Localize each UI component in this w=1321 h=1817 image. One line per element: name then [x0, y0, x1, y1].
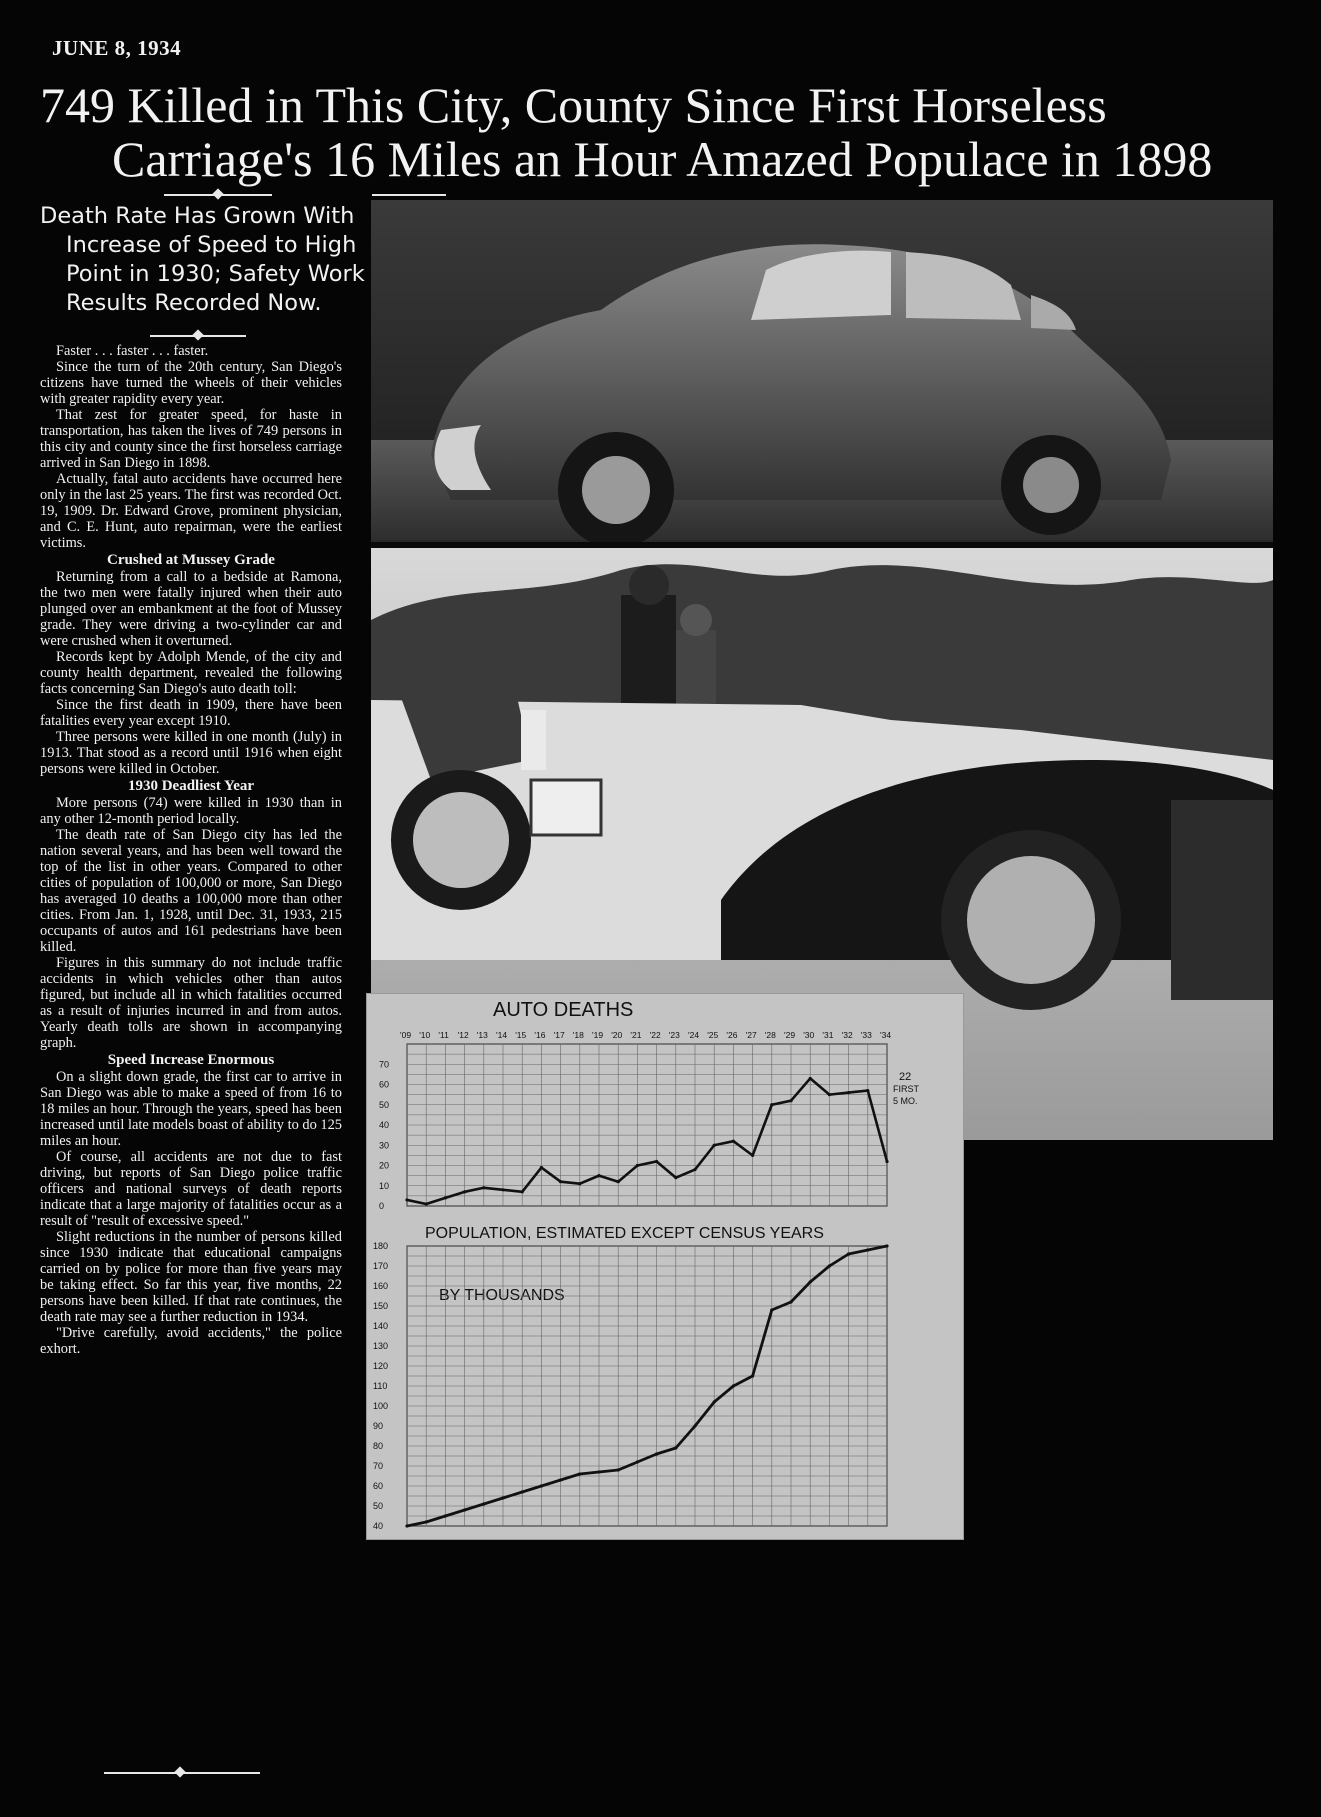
y-tick-label: 50: [373, 1501, 384, 1511]
photo-streamline-car: [371, 200, 1273, 548]
population-data-point: [828, 1264, 831, 1267]
x-tick-label: '32: [841, 1030, 853, 1040]
x-tick-label: '16: [534, 1030, 546, 1040]
population-data-point: [866, 1248, 869, 1251]
deck-line: Increase of Speed to High: [66, 232, 357, 258]
x-tick-label: '31: [822, 1030, 834, 1040]
y-tick-label: 20: [379, 1160, 390, 1171]
deaths-data-point: [847, 1091, 850, 1094]
rule-ornament: [192, 329, 203, 340]
article-paragraph: "Drive carefully, avoid accidents," the police exhort.: [40, 1325, 342, 1357]
subhead: Crushed at Mussey Grade: [107, 552, 275, 568]
article-paragraph: Actually, fatal auto accidents have occurred here only in the last 25 years. The first was recorded Oct. 19, 1909. Dr. Edward Grove, prominent physician, and C. E. Hunt, auto repairman, were the earliest victims.: [40, 471, 342, 551]
deck-line: Point in 1930; Safety Work: [66, 261, 365, 287]
deaths-data-point: [405, 1198, 408, 1201]
deaths-data-point: [521, 1190, 524, 1193]
y-tick-label: 170: [373, 1261, 389, 1271]
population-data-point: [732, 1384, 735, 1387]
article-paragraph: On a slight down grade, the first car to arrive in San Diego was able to make a speed of from 16 to 18 miles an hour. Through the years, speed has been increased until late models boast of ability to do 125 miles an hour.: [40, 1069, 342, 1149]
deaths-data-point: [578, 1182, 581, 1185]
population-data-point: [713, 1400, 716, 1403]
population-data-point: [789, 1300, 792, 1303]
y-tick-label: 70: [373, 1461, 384, 1471]
rule-ornament: [212, 188, 223, 199]
population-data-point: [809, 1280, 812, 1283]
deaths-data-point: [713, 1144, 716, 1147]
deaths-data-point: [732, 1140, 735, 1143]
article-paragraph: Three persons were killed in one month (July) in 1913. That stood as a record until 1916 when eight persons were killed in October.: [40, 729, 342, 777]
chart-annotation-22: 22: [899, 1071, 912, 1083]
x-tick-label: '28: [764, 1030, 776, 1040]
headline-line-2: Carriage's 16 Miles an Hour Amazed Populace in 1898: [112, 131, 1213, 187]
y-tick-label: 40: [373, 1521, 384, 1531]
population-data-point: [885, 1244, 888, 1247]
x-tick-label: '33: [860, 1030, 872, 1040]
population-data-point: [559, 1478, 562, 1481]
headline-rule-right: [372, 194, 446, 196]
deaths-data-point: [770, 1103, 773, 1106]
y-tick-label: 0: [379, 1201, 385, 1211]
y-tick-label: 130: [373, 1341, 389, 1351]
x-tick-label: '19: [592, 1030, 604, 1040]
x-tick-label: '10: [419, 1030, 431, 1040]
article-paragraph: More persons (74) were killed in 1930 than in any other 12-month period locally.: [40, 795, 342, 827]
x-tick-label: '14: [496, 1030, 508, 1040]
deaths-data-point: [597, 1174, 600, 1177]
y-tick-label: 140: [373, 1321, 389, 1331]
y-tick-label: 30: [379, 1140, 390, 1151]
population-data-point: [655, 1452, 658, 1455]
y-tick-label: 180: [373, 1241, 389, 1251]
x-tick-label: '25: [707, 1030, 719, 1040]
article-paragraph: Slight reductions in the number of persons killed since 1930 indicate that educational campaigns carried on by police for more than five years may be taking effect. So far this year, five months, 22 persons have been killed. If that rate continues, the death rate may see a further reduction in 1934.: [40, 1229, 342, 1325]
population-data-point: [425, 1520, 428, 1523]
deaths-series-line: [407, 1078, 887, 1204]
population-data-point: [751, 1374, 754, 1377]
population-data-point: [693, 1424, 696, 1427]
y-tick-label: 60: [373, 1481, 384, 1491]
deck: [40, 202, 365, 318]
x-tick-label: '13: [476, 1030, 488, 1040]
x-tick-label: '09: [400, 1030, 412, 1040]
population-data-point: [540, 1484, 543, 1487]
article-paragraph: Returning from a call to a bedside at Ramona, the two men were fatally injured when their auto plunged over an embankment at the foot of Mussey grade. They were driving a two-cylinder car and were crushed when it overturned.: [40, 569, 342, 649]
population-data-point: [463, 1508, 466, 1511]
y-tick-label: 150: [373, 1301, 389, 1311]
deaths-data-point: [425, 1202, 428, 1205]
x-tick-label: '26: [726, 1030, 738, 1040]
population-data-point: [617, 1468, 620, 1471]
deaths-data-point: [655, 1160, 658, 1163]
y-tick-label: 160: [373, 1281, 389, 1291]
deaths-data-point: [885, 1160, 888, 1163]
deaths-data-point: [828, 1093, 831, 1096]
article-paragraph: That zest for greater speed, for haste in transportation, has taken the lives of 749 persons in this city and county since the first horseless carriage arrived in San Diego in 1898.: [40, 407, 342, 471]
deck-line: Results Recorded Now.: [66, 290, 322, 316]
population-data-point: [770, 1308, 773, 1311]
x-tick-label: '29: [784, 1030, 796, 1040]
population-data-point: [405, 1524, 408, 1527]
deaths-data-point: [751, 1154, 754, 1157]
x-tick-label: '34: [880, 1030, 892, 1040]
dateline: JUNE 8, 1934: [52, 36, 182, 60]
x-tick-label: '17: [553, 1030, 565, 1040]
deaths-data-point: [559, 1180, 562, 1183]
chart-title-population: POPULATION, ESTIMATED EXCEPT CENSUS YEARS: [425, 1225, 824, 1242]
x-tick-label: '24: [688, 1030, 700, 1040]
chart-annotation-first: FIRST: [893, 1084, 919, 1094]
headline: [40, 78, 1310, 186]
article-body: [40, 343, 342, 1357]
article-paragraph: Faster . . . faster . . . faster.: [56, 343, 209, 359]
deaths-data-point: [674, 1176, 677, 1179]
deaths-data-point: [501, 1188, 504, 1191]
article-paragraph: Records kept by Adolph Mende, of the city and county health department, revealed the following facts concerning San Diego's auto death toll:: [40, 649, 342, 697]
deaths-data-point: [809, 1077, 812, 1080]
x-tick-label: '23: [668, 1030, 680, 1040]
x-tick-label: '12: [457, 1030, 469, 1040]
x-tick-label: '18: [572, 1030, 584, 1040]
x-tick-label: '11: [438, 1030, 449, 1040]
y-tick-label: 40: [379, 1120, 390, 1130]
y-tick-label: 80: [373, 1441, 384, 1451]
x-tick-label: '30: [803, 1030, 815, 1040]
deaths-data-point: [866, 1089, 869, 1092]
chart-annotation-5mo: 5 MO.: [893, 1096, 918, 1106]
deaths-data-point: [463, 1190, 466, 1193]
y-tick-label: 120: [373, 1361, 389, 1371]
y-tick-label: 110: [373, 1381, 388, 1391]
article-paragraph: Figures in this summary do not include traffic accidents in which vehicles other than autos figured, but include all in which fatalities occurred as a result of injuries incurred in and from autos. Yearly death tolls are shown in accompanying graph.: [40, 955, 342, 1051]
y-tick-label: 10: [379, 1180, 390, 1191]
population-data-point: [482, 1502, 485, 1505]
x-tick-label: '20: [611, 1030, 623, 1040]
population-data-point: [521, 1490, 524, 1493]
x-tick-label: '22: [649, 1030, 661, 1040]
deaths-data-point: [789, 1099, 792, 1102]
population-data-point: [444, 1514, 447, 1517]
chart-title-auto-deaths: AUTO DEATHS: [493, 999, 634, 1021]
chart-subtitle-population: BY THOUSANDS: [439, 1287, 565, 1304]
population-data-point: [578, 1472, 581, 1475]
population-data-point: [501, 1496, 504, 1499]
x-tick-label: '21: [630, 1030, 642, 1040]
subhead: 1930 Deadliest Year: [127, 778, 255, 794]
population-data-point: [597, 1470, 600, 1473]
article-paragraph: Of course, all accidents are not due to fast driving, but reports of San Diego police traffic officers and national surveys of death reports indicate that a large majority of fatalities occur as a result of "result of excessive speed.": [40, 1149, 342, 1229]
article-paragraph: The death rate of San Diego city has led the nation several years, and has been well toward the top of the list in other years. Compared to other cities of population of 100,000 or more, San Diego has averaged 10 deaths a 100,000 more than other cities. From Jan. 1, 1928, until Dec. 31, 1933, 215 occupants of autos and 161 pedestrians have been killed.: [40, 827, 342, 955]
subhead: Speed Increase Enormous: [107, 1052, 275, 1068]
y-tick-label: 70: [379, 1059, 390, 1070]
deaths-data-point: [617, 1180, 620, 1183]
population-data-point: [636, 1460, 639, 1463]
article-paragraph: Since the first death in 1909, there have been fatalities every year except 1910.: [40, 697, 342, 729]
article-paragraph: Since the turn of the 20th century, San Diego's citizens have turned the wheels of their vehicles with greater rapidity every year.: [40, 359, 342, 407]
y-tick-label: 50: [379, 1099, 390, 1110]
deaths-data-point: [444, 1196, 447, 1199]
y-tick-label: 100: [373, 1401, 389, 1411]
deaths-data-point: [482, 1186, 485, 1189]
deaths-data-point: [693, 1168, 696, 1171]
y-tick-label: 60: [379, 1079, 390, 1090]
population-data-point: [674, 1446, 677, 1449]
population-data-point: [847, 1252, 850, 1255]
deaths-data-point: [540, 1166, 543, 1169]
y-tick-label: 90: [373, 1421, 384, 1431]
deck-line: Death Rate Has Grown With: [40, 203, 355, 229]
headline-line-1: 749 Killed in This City, County Since First Horseless: [40, 77, 1107, 133]
rule-ornament: [174, 1766, 185, 1777]
x-tick-label: '15: [515, 1030, 527, 1040]
chart-panel: [366, 993, 964, 1540]
x-tick-label: '27: [745, 1030, 757, 1040]
deaths-data-point: [636, 1164, 639, 1167]
chart-svg: [367, 994, 963, 1539]
